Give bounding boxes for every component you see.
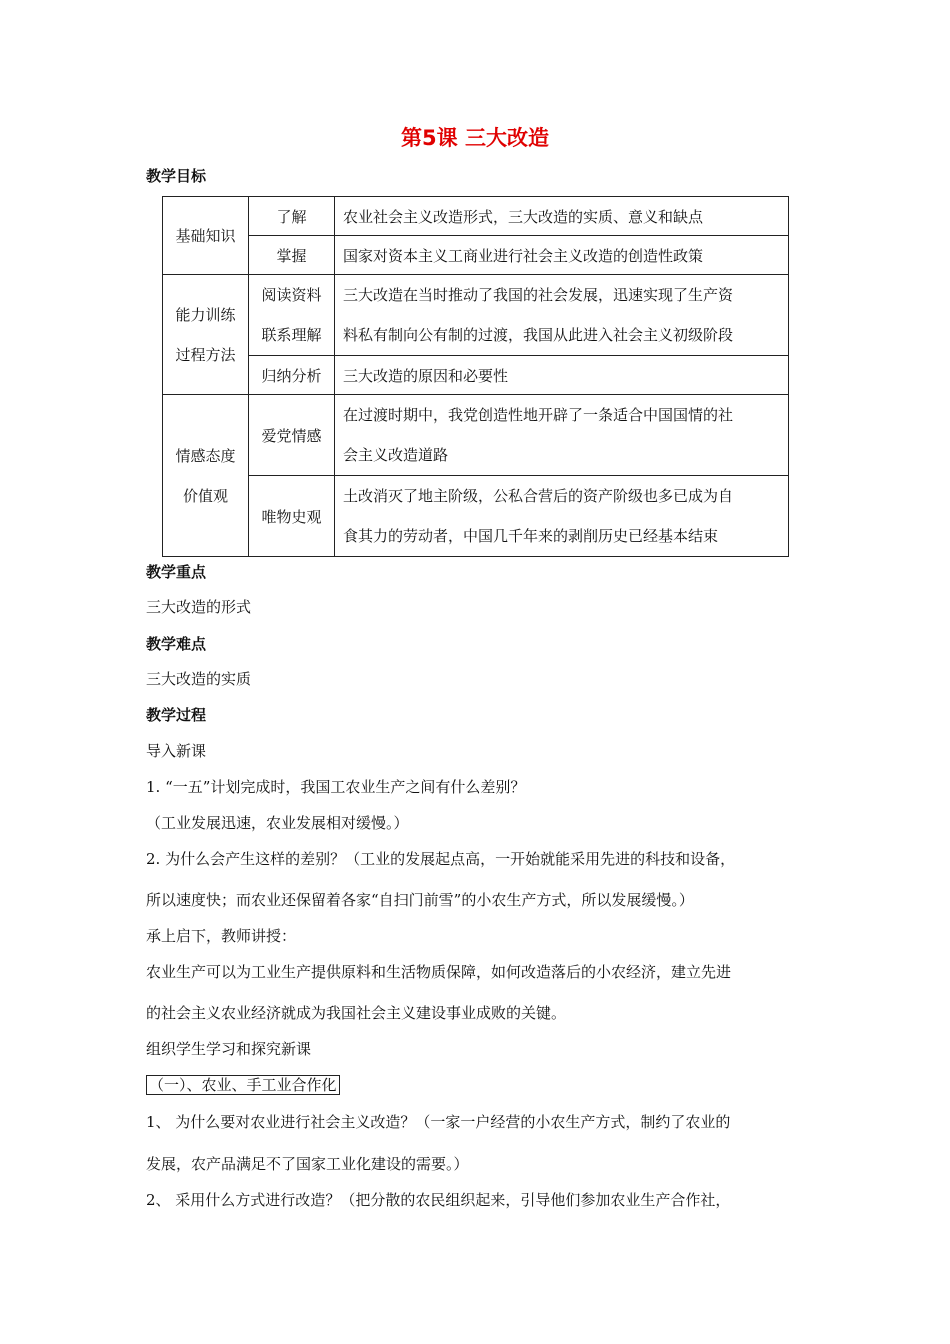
question-1: 1. “一五”计划完成时，我国工农业生产之间有什么差别？	[146, 778, 526, 796]
key-point-text: 三大改造的形式	[146, 598, 252, 616]
content-cell: 国家对资本主义工商业进行社会主义改造的创造性政策	[335, 236, 789, 275]
objectives-heading: 教学目标	[146, 167, 207, 185]
difficulty-text: 三大改造的实质	[146, 670, 252, 688]
sub-cell	[249, 275, 335, 356]
organize-text: 组织学生学习和探究新课	[146, 1040, 312, 1058]
lecture-line-1: 农业生产可以为工业生产提供原料和生活物质保障，如何改造落后的小农经济，建立先进	[146, 963, 732, 981]
section-1-label: （一）、农业、手工业合作化	[146, 1075, 340, 1095]
sub-cell: 唯物史观	[249, 476, 335, 557]
content-cell: 农业社会主义改造形式，三大改造的实质、意义和缺点	[335, 197, 789, 236]
category-cell	[163, 275, 249, 395]
category-cell	[163, 395, 249, 557]
sub-cell: 了解	[249, 197, 335, 236]
section-1-question-1-line-1: 1、 为什么要对农业进行社会主义改造？（一家一户经营的小农生产方式，制约了农业的	[146, 1113, 731, 1131]
content-line: 会主义改造道路	[343, 446, 449, 464]
lesson-title: 第5课 三大改造	[401, 126, 549, 150]
category-line: 能力训练	[175, 305, 236, 324]
objectives-table	[162, 196, 789, 557]
lecture-line-2: 的社会主义农业经济就成为我国社会主义建设事业成败的关键。	[146, 1004, 567, 1022]
question-2-line-2: 所以速度快；而农业还保留着各家“自扫门前雪”的小农生产方式，所以发展缓慢。）	[146, 891, 694, 909]
sub-line: 联系理解	[261, 326, 322, 344]
sub-cell: 爱党情感	[249, 395, 335, 476]
question-2-line-1: 2. 为什么会产生这样的差别？（工业的发展起点高，一开始就能采用先进的科技和设备，	[146, 850, 736, 868]
table-row	[163, 356, 789, 395]
table-row	[163, 197, 789, 236]
sub-cell: 归纳分析	[249, 356, 335, 395]
category-cell: 基础知识	[163, 197, 249, 275]
content-line: 食其力的劳动者，中国几千年来的剥削历史已经基本结束	[343, 527, 719, 545]
category-line: 价值观	[182, 486, 228, 505]
content-cell	[335, 476, 789, 557]
sub-line: 阅读资料	[261, 286, 322, 304]
content-cell	[335, 275, 789, 356]
process-heading: 教学过程	[146, 706, 207, 724]
content-line: 料私有制向公有制的过渡，我国从此进入社会主义初级阶段	[343, 326, 734, 344]
key-points-heading: 教学重点	[146, 563, 207, 581]
answer-1: （工业发展迅速，农业发展相对缓慢。）	[146, 814, 409, 832]
content-cell	[335, 395, 789, 476]
category-line: 情感态度	[175, 446, 236, 465]
table-row	[163, 236, 789, 275]
sub-cell: 掌握	[249, 236, 335, 275]
table-row	[163, 476, 789, 557]
content-cell: 三大改造的原因和必要性	[335, 356, 789, 395]
category-line: 过程方法	[175, 345, 236, 364]
intro-label: 导入新课	[146, 742, 207, 760]
section-1-title	[146, 1074, 340, 1095]
table-row	[163, 275, 789, 356]
section-1-question-1-line-2: 发展，农产品满足不了国家工业化建设的需要。）	[146, 1155, 469, 1173]
section-1-question-2-line-1: 2、 采用什么方式进行改造？（把分散的农民组织起来，引导他们参加农业生产合作社，	[146, 1191, 731, 1209]
content-line: 土改消灭了地主阶级，公私合营后的资产阶级也多已成为自	[343, 487, 734, 505]
content-line: 三大改造在当时推动了我国的社会发展，迅速实现了生产资	[343, 286, 734, 304]
table-row	[163, 395, 789, 476]
content-line: 在过渡时期中，我党创造性地开辟了一条适合中国国情的社	[343, 406, 734, 424]
difficulties-heading: 教学难点	[146, 635, 207, 653]
transition-text: 承上启下，教师讲授：	[146, 927, 297, 945]
